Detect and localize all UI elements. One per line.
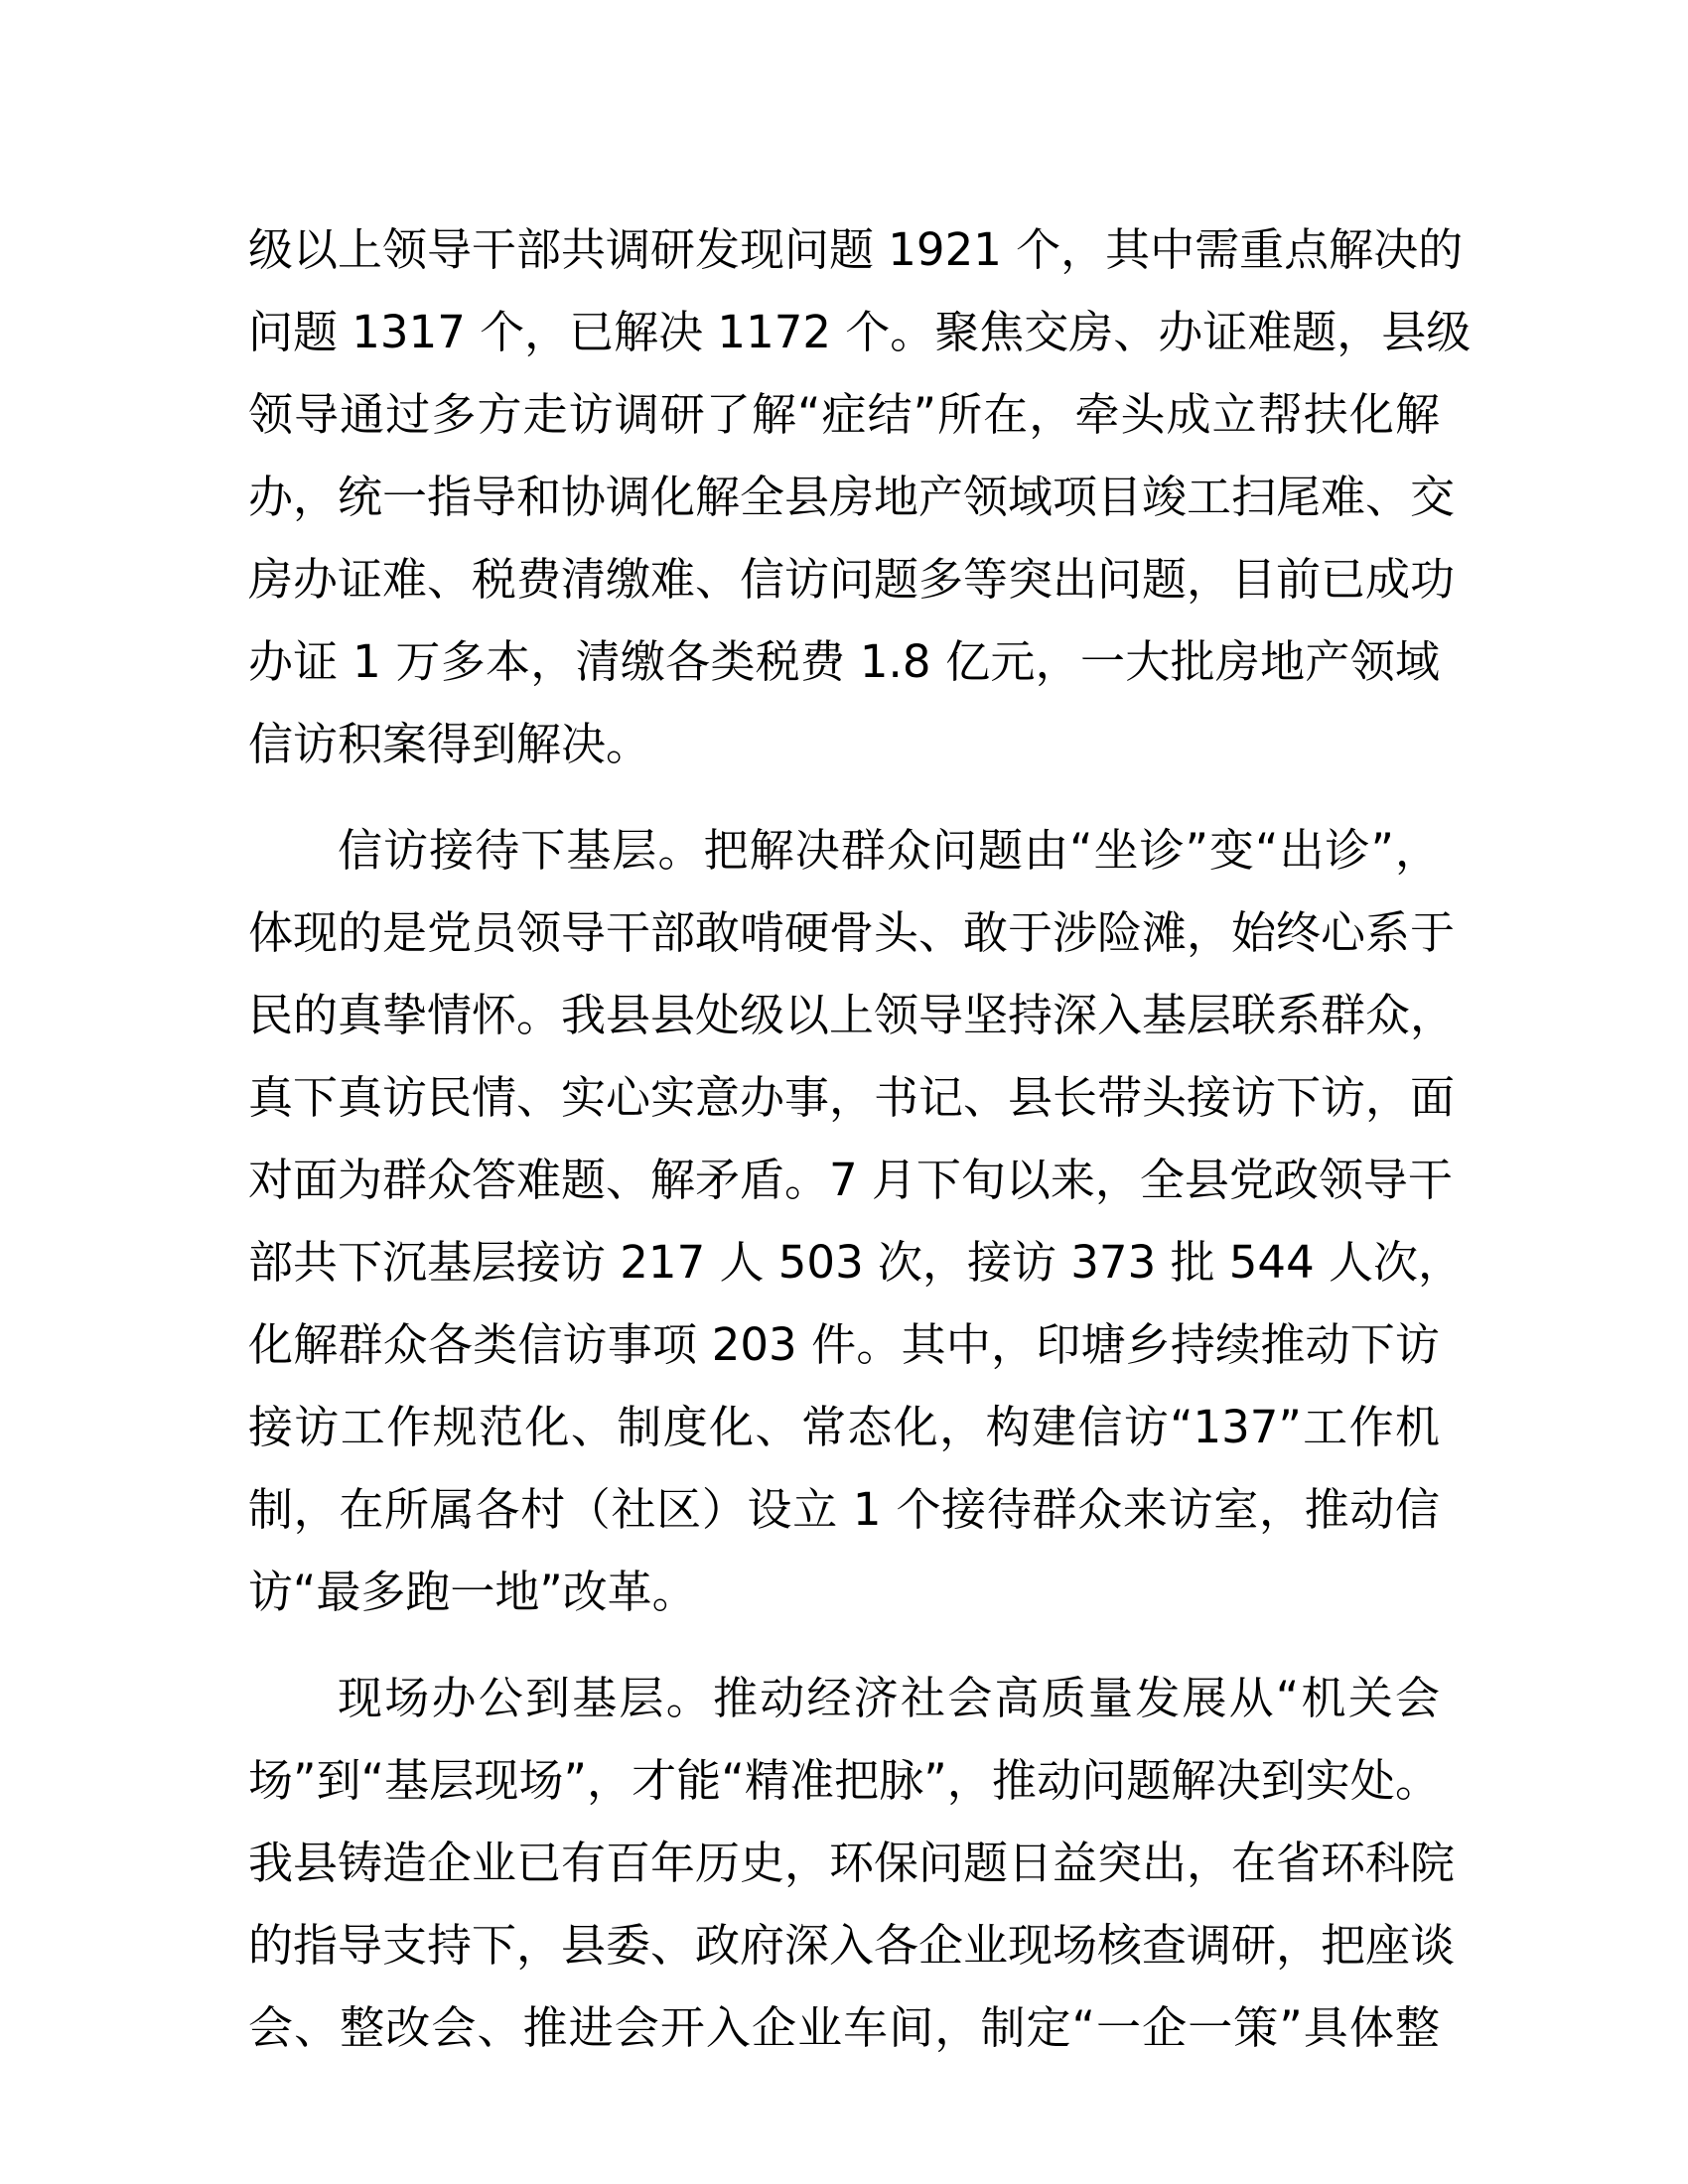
text-line: 领导通过多方走访调研了解“症结”所在，牵头成立帮扶化解 — [248, 388, 1440, 441]
text-line: 对面为群众答难题、解矛盾。7 月下旬以来，全县党政领导干 — [248, 1154, 1453, 1206]
paragraph-housing-issues — [248, 208, 1472, 785]
text-line: 信访接待下基层。把解决群众问题由“坐诊”变“出诊”， — [338, 824, 1440, 877]
paragraph-petition-reception — [248, 809, 1463, 1633]
text-line: 场”到“基层现场”，才能“精准把脉”，推动问题解决到实处。 — [248, 1754, 1440, 1807]
text-line: 级以上领导干部共调研发现问题 1921 个，其中需重点解决的 — [248, 223, 1464, 276]
text-line: 部共下沉基层接访 217 人 503 次，接访 373 批 544 人次， — [248, 1236, 1463, 1289]
text-line: 信访积案得到解决。 — [248, 718, 651, 770]
text-line: 的指导支持下，县委、政府深入各企业现场核查调研，把座谈 — [248, 1919, 1456, 1972]
text-line: 访“最多跑一地”改革。 — [248, 1566, 697, 1618]
text-line: 真下真访民情、实心实意办事，书记、县长带头接访下访，面 — [248, 1071, 1456, 1124]
text-line: 化解群众各类信访事项 203 件。其中，印塘乡持续推动下访 — [248, 1318, 1440, 1371]
text-line: 接访工作规范化、制度化、常态化，构建信访“137”工作机 — [248, 1401, 1440, 1453]
text-line: 制，在所属各村（社区）设立 1 个接待群众来访室，推动信 — [248, 1483, 1440, 1536]
text-line: 我县铸造企业已有百年历史，环保问题日益突出，在省环科院 — [248, 1837, 1456, 1889]
text-line: 会、整改会、推进会开入企业车间，制定“一企一策”具体整 — [248, 2001, 1440, 2054]
text-line: 办证 1 万多本，清缴各类税费 1.8 亿元，一大批房地产领域 — [248, 635, 1440, 688]
body-text — [248, 208, 1472, 2093]
text-line: 民的真挚情怀。我县县处级以上领导坚持深入基层联系群众， — [248, 989, 1456, 1041]
text-line: 办，统一指导和协调化解全县房地产领域项目竣工扫尾难、交 — [248, 471, 1456, 523]
paragraph-onsite-office — [248, 1657, 1456, 2069]
text-line: 现场办公到基层。推动经济社会高质量发展从“机关会 — [338, 1672, 1440, 1724]
text-line: 房办证难、税费清缴难、信访问题多等突出问题，目前已成功 — [248, 553, 1456, 606]
text-line: 问题 1317 个，已解决 1172 个。聚焦交房、办证难题，县级 — [248, 306, 1472, 358]
text-line: 体现的是党员领导干部敢啃硬骨头、敢于涉险滩，始终心系于 — [248, 906, 1456, 959]
